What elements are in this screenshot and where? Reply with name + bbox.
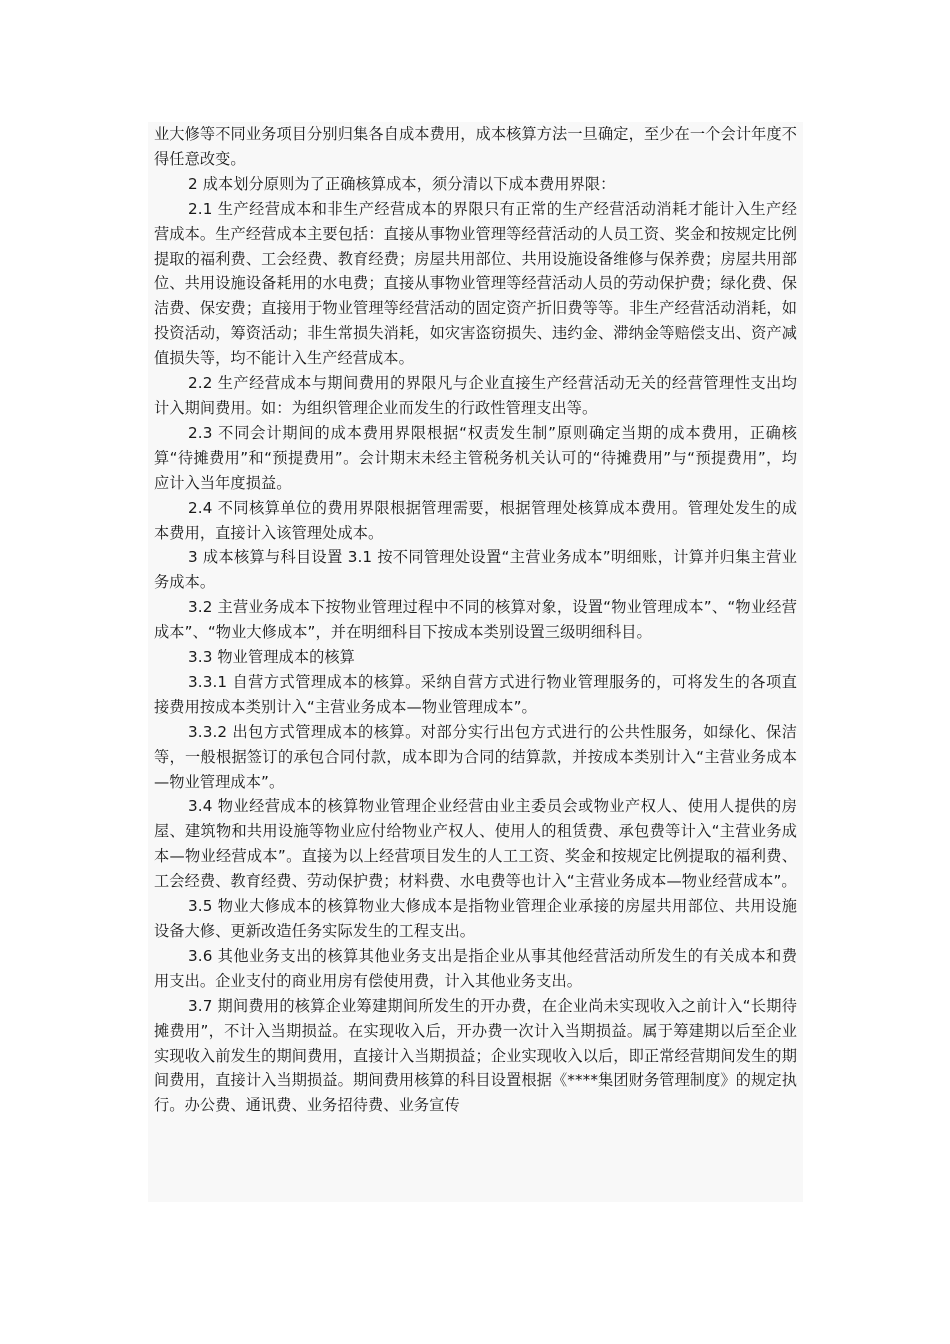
paragraph-12: 3.4 物业经营成本的核算物业管理企业经营由业主委员会或物业产权人、使用人提供的房屋、建筑物和共用设施等物业应付给物业产权人、使用人的租赁费、承包费等计入“主营业务成本—物业经营成本”。直接为以上经营项目发生的人工工资、奖金和按规定比例提取的福利费、工会经费、教育经费、劳动保护费；材料费、水电费等也计入“主营业务成本—物业经营成本”。 [154,797,797,891]
paragraph-4: 2.2 生产经营成本与期间费用的界限凡与企业直接生产经营活动无关的经营管理性支出均计入期间费用。如：为组织管理企业而发生的行政性管理支出等。 [154,374,797,417]
paragraph-6: 2.4 不同核算单位的费用界限根据管理需要，根据管理处核算成本费用。管理处发生的成本费用，直接计入该管理处成本。 [154,498,797,542]
document-text-block [148,122,803,1202]
paragraph-14: 3.6 其他业务支出的核算其他业务支出是指企业从事其他经营活动所发生的有关成本和费用支出。企业支付的商业用房有偿使用费，计入其他业务支出。 [154,946,797,990]
paragraph-1: 业大修等不同业务项目分别归集各自成本费用，成本核算方法一旦确定，至少在一个会计年度不得任意改变。 [154,125,797,168]
paragraph-2: 2 成本划分原则为了正确核算成本，须分清以下成本费用界限： [188,174,616,193]
paragraph-10: 3.3.1 自营方式管理成本的核算。采纳自营方式进行物业管理服务的，可将发生的各项直接费用按成本类别计入“主营业务成本—物业管理成本”。 [154,672,797,716]
paragraph-15: 3.7 期间费用的核算企业筹建期间所发生的开办费，在企业尚未实现收入之前计入“长期待摊费用”，不计入当期损益。在实现收入后，开办费一次计入当期损益。属于筹建期以后至企业实现收入前发生的期间费用，直接计入当期损益；企业实现收入以后，即正常经营期间发生的期间费用，直接计入当期损益。期间费用核算的科目设置根据《****集团财务管理制度》的规定执行。办公费、通讯费、业务招待费、业务宣传 [154,996,797,1115]
paragraph-13: 3.5 物业大修成本的核算物业大修成本是指物业管理企业承接的房屋共用部位、共用设施设备大修、更新改造任务实际发生的工程支出。 [154,897,797,940]
paragraph-8: 3.2 主营业务成本下按物业管理过程中不同的核算对象，设置“物业管理成本”、“物业经营成本”、“物业大修成本”，并在明细科目下按成本类别设置三级明细科目。 [154,598,797,642]
paragraph-11: 3.3.2 出包方式管理成本的核算。对部分实行出包方式进行的公共性服务，如绿化、保洁等，一般根据签订的承包合同付款，成本即为合同的结算款，并按成本类别计入“主营业务成本—物业管理成本”。 [154,722,797,791]
paragraph-3: 2.1 生产经营成本和非生产经营成本的界限只有正常的生产经营活动消耗才能计入生产经营成本。生产经营成本主要包括：直接从事物业管理等经营活动的人员工资、奖金和按规定比例提取的福利费、工会经费、教育经费；房屋共用部位、共用设施设备维修与保养费；房屋共用部位、共用设施设备耗用的水电费；直接从事物业管理等经营活动人员的劳动保护费；绿化费、保洁费、保安费；直接用于物业管理等经营活动的固定资产折旧费等等。非生产经营活动消耗，如投资活动，筹资活动；非生常损失消耗，如灾害盗窃损失、违约金、滞纳金等赔偿支出、资产减值损失等，均不能计入生产经营成本。 [154,199,797,368]
paragraph-5: 2.3 不同会计期间的成本费用界限根据“权责发生制”原则确定当期的成本费用，正确核算“待摊费用”和“预提费用”。会计期末未经主管税务机关认可的“待摊费用”与“预提费用”，均应计入当年度损益。 [154,423,797,492]
paragraph-7: 3 成本核算与科目设置 3.1 按不同管理处设置“主营业务成本”明细账，计算并归集主营业务成本。 [154,548,797,592]
paragraph-9: 3.3 物业管理成本的核算 [188,648,355,667]
